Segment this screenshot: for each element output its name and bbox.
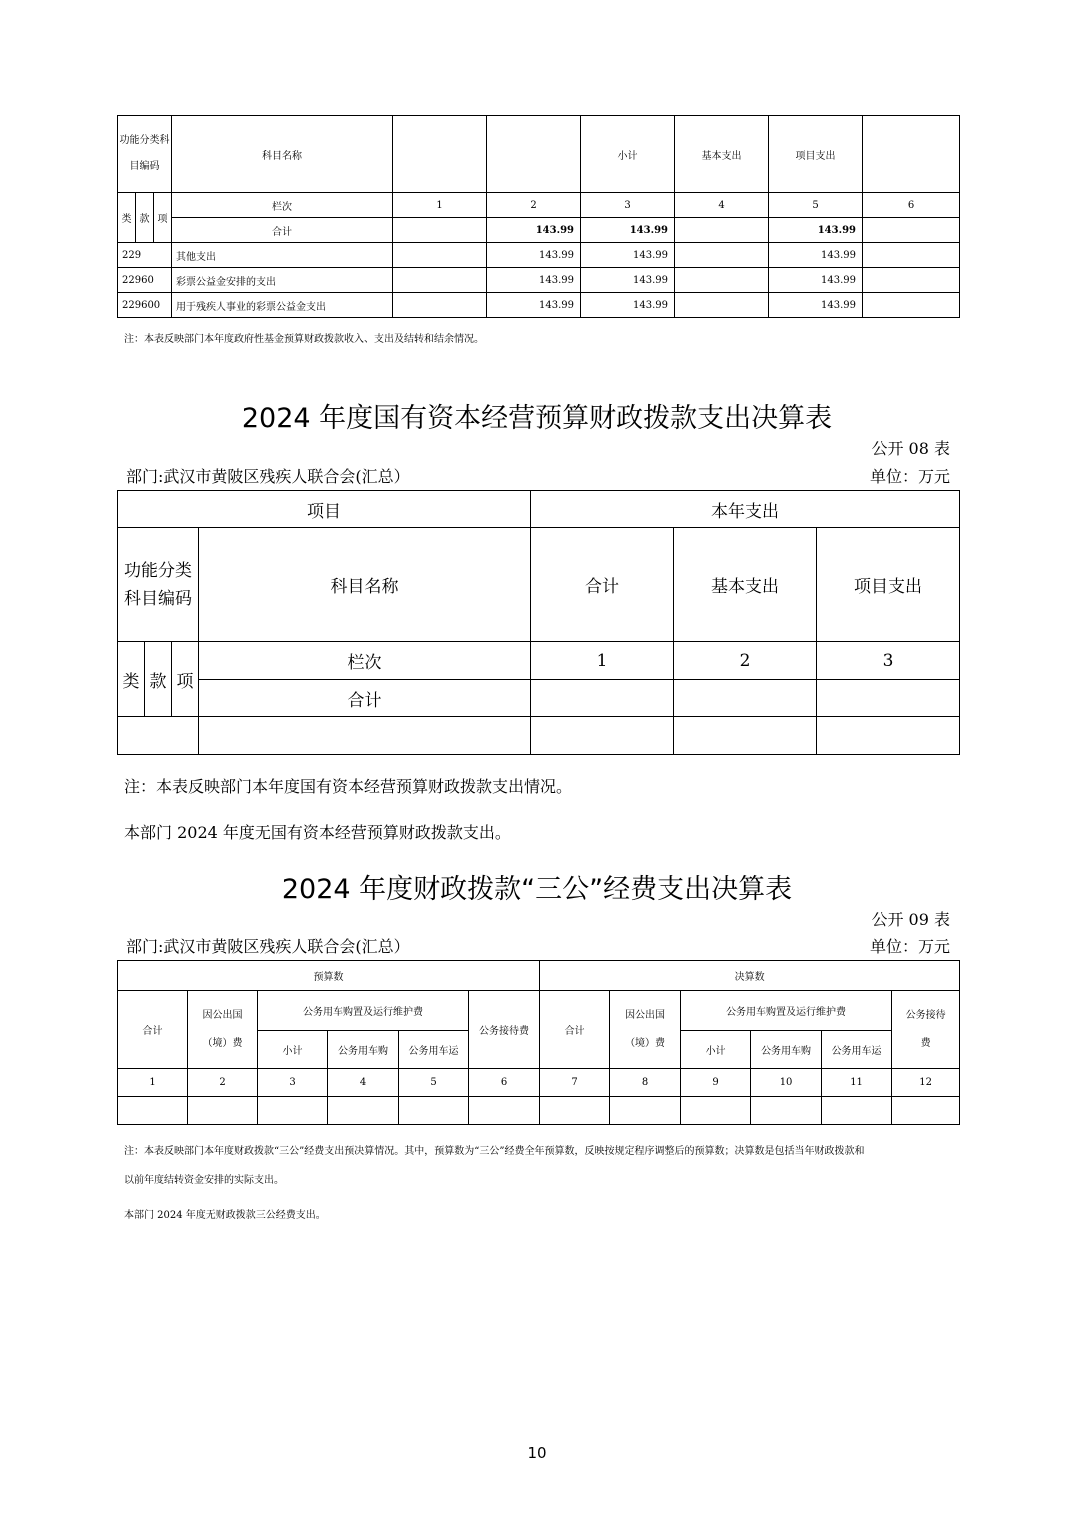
basic-header: 基本支出 — [675, 116, 769, 193]
name-header: 科目名称 — [199, 528, 531, 642]
xiang-label: 项 — [154, 193, 172, 243]
table2-statement: 本部门 2024 年度无国有资本经营预算财政拨款支出。 — [124, 823, 511, 842]
kuan-label: 款 — [145, 642, 172, 717]
table2-code: 公开 08 表 — [871, 439, 950, 458]
fund-budget-table: 功能分类科目编码 科目名称 小计 基本支出 项目支出 类 款 项 栏次 1 2 3 4 5 6 合计 143.99 143.99 143.99 229 其他支出 143.99 143.99 143.99 22960 彩票公益金安排的支出 143.99 143.99 143.99 229600 用于残疾人事业的彩票公益金支出 143.99 143.99 143.99 — [117, 115, 960, 318]
table-row: 229600 用于残疾人事业的彩票公益金支出 143.99 143.99 143.99 — [118, 293, 960, 318]
code-header: 功能分类科目编码 — [118, 528, 199, 642]
table1-note: 注：本表反映部门本年度政府性基金预算财政拨款收入、支出及结转和结余情况。 — [124, 334, 484, 345]
current-year-header: 本年支出 — [531, 491, 960, 528]
budget-header: 预算数 — [118, 961, 540, 991]
table-row — [118, 717, 960, 755]
total-row: 合计 — [118, 680, 960, 717]
basic-header: 基本支出 — [674, 528, 817, 642]
table3-dept: 部门:武汉市黄陂区残疾人联合会(汇总） — [126, 937, 410, 956]
lei-label: 类 — [118, 642, 145, 717]
table3-code: 公开 09 表 — [871, 910, 950, 929]
table3-note-line2: 以前年度结转资金安排的实际支出。 — [124, 1175, 284, 1186]
column-no-label: 栏次 — [172, 193, 393, 218]
total-header: 合计 — [531, 528, 674, 642]
table2-note: 注：本表反映部门本年度国有资本经营预算财政拨款支出情况。 — [124, 777, 573, 796]
table3-note-line1: 注：本表反映部门本年度财政拨款“三公”经费支出预决算情况。其中，预算数为“三公”经费全年预算数，反映按规定程序调整后的预算数；决算数是包括当年财政拨款和 — [124, 1146, 865, 1157]
table-row: 229 其他支出 143.99 143.99 143.99 — [118, 243, 960, 268]
column-number-row: 1 2 3 4 5 6 7 8 9 10 11 12 — [118, 1069, 960, 1097]
table3-unit: 单位：万元 — [869, 937, 950, 956]
table3-title: 2024 年度财政拨款“三公”经费支出决算表 — [281, 874, 793, 905]
project-header: 项目支出 — [769, 116, 863, 193]
state-capital-table: 项目 本年支出 功能分类科目编码 科目名称 合计 基本支出 项目支出 类 款 项 栏次 1 2 3 合计 — [117, 490, 960, 755]
total-row: 合计 143.99 143.99 143.99 — [118, 218, 960, 243]
item-header: 项目 — [118, 491, 531, 528]
three-public-table: 预算数 决算数 合计 因公出国 （境）费 公务用车购置及运行维护费 公务接待费 合计 因公出国 （境）费 公务用车购置及运行维护费 公务接待 费 小计 公务用车购 公务用车运 小计 公务用车购 公务用车运 1 2 3 4 5 6 7 8 9 10 11 12 — [117, 960, 960, 1125]
subtotal-header: 小计 — [581, 116, 675, 193]
column-no-label: 栏次 — [199, 642, 531, 680]
final-header: 决算数 — [540, 961, 960, 991]
table3-statement: 本部门 2024 年度无财政拨款三公经费支出。 — [124, 1210, 326, 1221]
project-header: 项目支出 — [817, 528, 960, 642]
lei-label: 类 — [118, 193, 136, 243]
page-number: 10 — [527, 1444, 547, 1462]
table2-title: 2024 年度国有资本经营预算财政拨款支出决算表 — [241, 403, 833, 434]
table-row — [118, 1097, 960, 1125]
code-header: 功能分类科目编码 — [118, 116, 172, 193]
table-row: 22960 彩票公益金安排的支出 143.99 143.99 143.99 — [118, 268, 960, 293]
kuan-label: 款 — [136, 193, 154, 243]
name-header: 科目名称 — [172, 116, 393, 193]
table2-unit: 单位：万元 — [869, 467, 950, 486]
xiang-label: 项 — [172, 642, 199, 717]
table2-dept: 部门:武汉市黄陂区残疾人联合会(汇总） — [126, 467, 410, 486]
